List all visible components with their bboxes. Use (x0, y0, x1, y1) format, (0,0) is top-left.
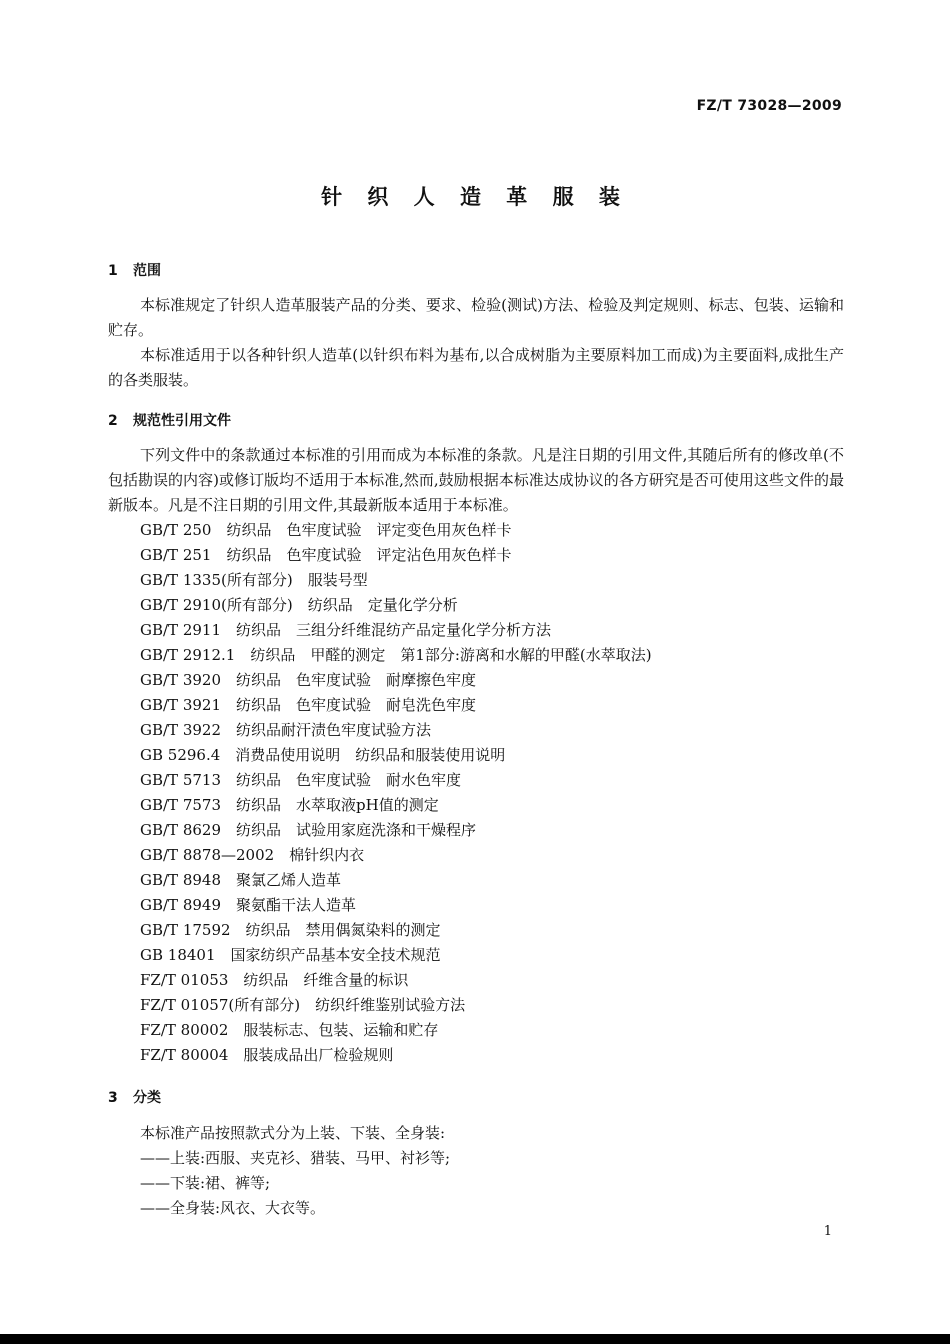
reference-item: GB/T 8878—2002 棉针织内衣 (140, 846, 365, 864)
reference-item: FZ/T 01057(所有部分) 纺织纤维鉴别试验方法 (140, 996, 466, 1014)
section-number: 3 (108, 1090, 118, 1106)
document-title: 针 织 人 造 革 服 装 (321, 185, 629, 209)
section-title: 分类 (133, 1090, 161, 1106)
reference-item: GB 5296.4 消费品使用说明 纺织品和服装使用说明 (140, 746, 506, 764)
reference-item: GB/T 3920 纺织品 色牢度试验 耐摩擦色牢度 (140, 671, 477, 689)
reference-item: GB/T 2911 纺织品 三组分纤维混纺产品定量化学分析方法 (140, 621, 552, 639)
reference-item: GB/T 250 纺织品 色牢度试验 评定变色用灰色样卡 (140, 521, 512, 539)
reference-item: GB/T 8629 纺织品 试验用家庭洗涤和干燥程序 (140, 821, 477, 839)
classification-item: ——下装:裙、裤等; (140, 1174, 271, 1192)
references-intro: 下列文件中的条款通过本标准的引用而成为本标准的条款。凡是注日期的引用文件,其随后所有的修改单(不包括勘误的内容)或修订版均不适用于本标准,然而,鼓励根据本标准达成协议的各方研究是否可使用这些文件的最新版本。凡是不注日期的引用文件,其最新版本适用于本标准。 (108, 446, 844, 514)
reference-list (140, 518, 652, 1068)
reference-item: FZ/T 80002 服装标志、包装、运输和贮存 (140, 1021, 439, 1039)
standard-code: FZ/T 73028—2009 (696, 98, 842, 114)
reference-item: GB/T 7573 纺织品 水萃取液pH值的测定 (140, 796, 439, 814)
reference-item: GB/T 3922 纺织品耐汗渍色牢度试验方法 (140, 721, 432, 739)
reference-item: GB/T 8948 聚氯乙烯人造革 (140, 871, 342, 889)
reference-item: FZ/T 01053 纺织品 纤维含量的标识 (140, 971, 409, 989)
reference-item: GB/T 2912.1 纺织品 甲醛的测定 第1部分:游离和水解的甲醛(水萃取法) (140, 646, 652, 664)
scope-paragraph: 本标准适用于以各种针织人造革(以针织布料为基布,以合成树脂为主要原料加工而成)为主要面料,成批生产的各类服装。 (108, 346, 844, 389)
page-number: 1 (823, 1224, 832, 1239)
reference-item: GB/T 17592 纺织品 禁用偶氮染料的测定 (140, 921, 441, 939)
classification-item: ——上装:西服、夹克衫、猎装、马甲、衬衫等; (140, 1149, 451, 1167)
bottom-border (0, 1334, 950, 1344)
section-heading-scope (108, 260, 161, 280)
section-number: 2 (108, 413, 118, 429)
section-number: 1 (108, 263, 118, 279)
reference-item: GB/T 3921 纺织品 色牢度试验 耐皂洗色牢度 (140, 696, 477, 714)
reference-item: GB/T 251 纺织品 色牢度试验 评定沾色用灰色样卡 (140, 546, 512, 564)
scope-paragraph: 本标准规定了针织人造革服装产品的分类、要求、检验(测试)方法、检验及判定规则、标志、包装、运输和贮存。 (108, 296, 844, 339)
section-title: 规范性引用文件 (133, 413, 231, 429)
reference-item: GB/T 1335(所有部分) 服装号型 (140, 571, 368, 589)
section-heading-references (108, 410, 231, 430)
reference-item: GB/T 8949 聚氨酯干法人造革 (140, 896, 357, 914)
classification-intro: 本标准产品按照款式分为上装、下装、全身装: (140, 1124, 446, 1142)
classification-item: ——全身装:风衣、大衣等。 (140, 1199, 326, 1217)
reference-item: GB 18401 国家纺织产品基本安全技术规范 (140, 946, 441, 964)
section-title: 范围 (133, 263, 161, 279)
section-heading-classification (108, 1087, 161, 1107)
reference-item: FZ/T 80004 服装成品出厂检验规则 (140, 1046, 394, 1064)
reference-item: GB/T 5713 纺织品 色牢度试验 耐水色牢度 (140, 771, 462, 789)
reference-item: GB/T 2910(所有部分) 纺织品 定量化学分析 (140, 596, 458, 614)
